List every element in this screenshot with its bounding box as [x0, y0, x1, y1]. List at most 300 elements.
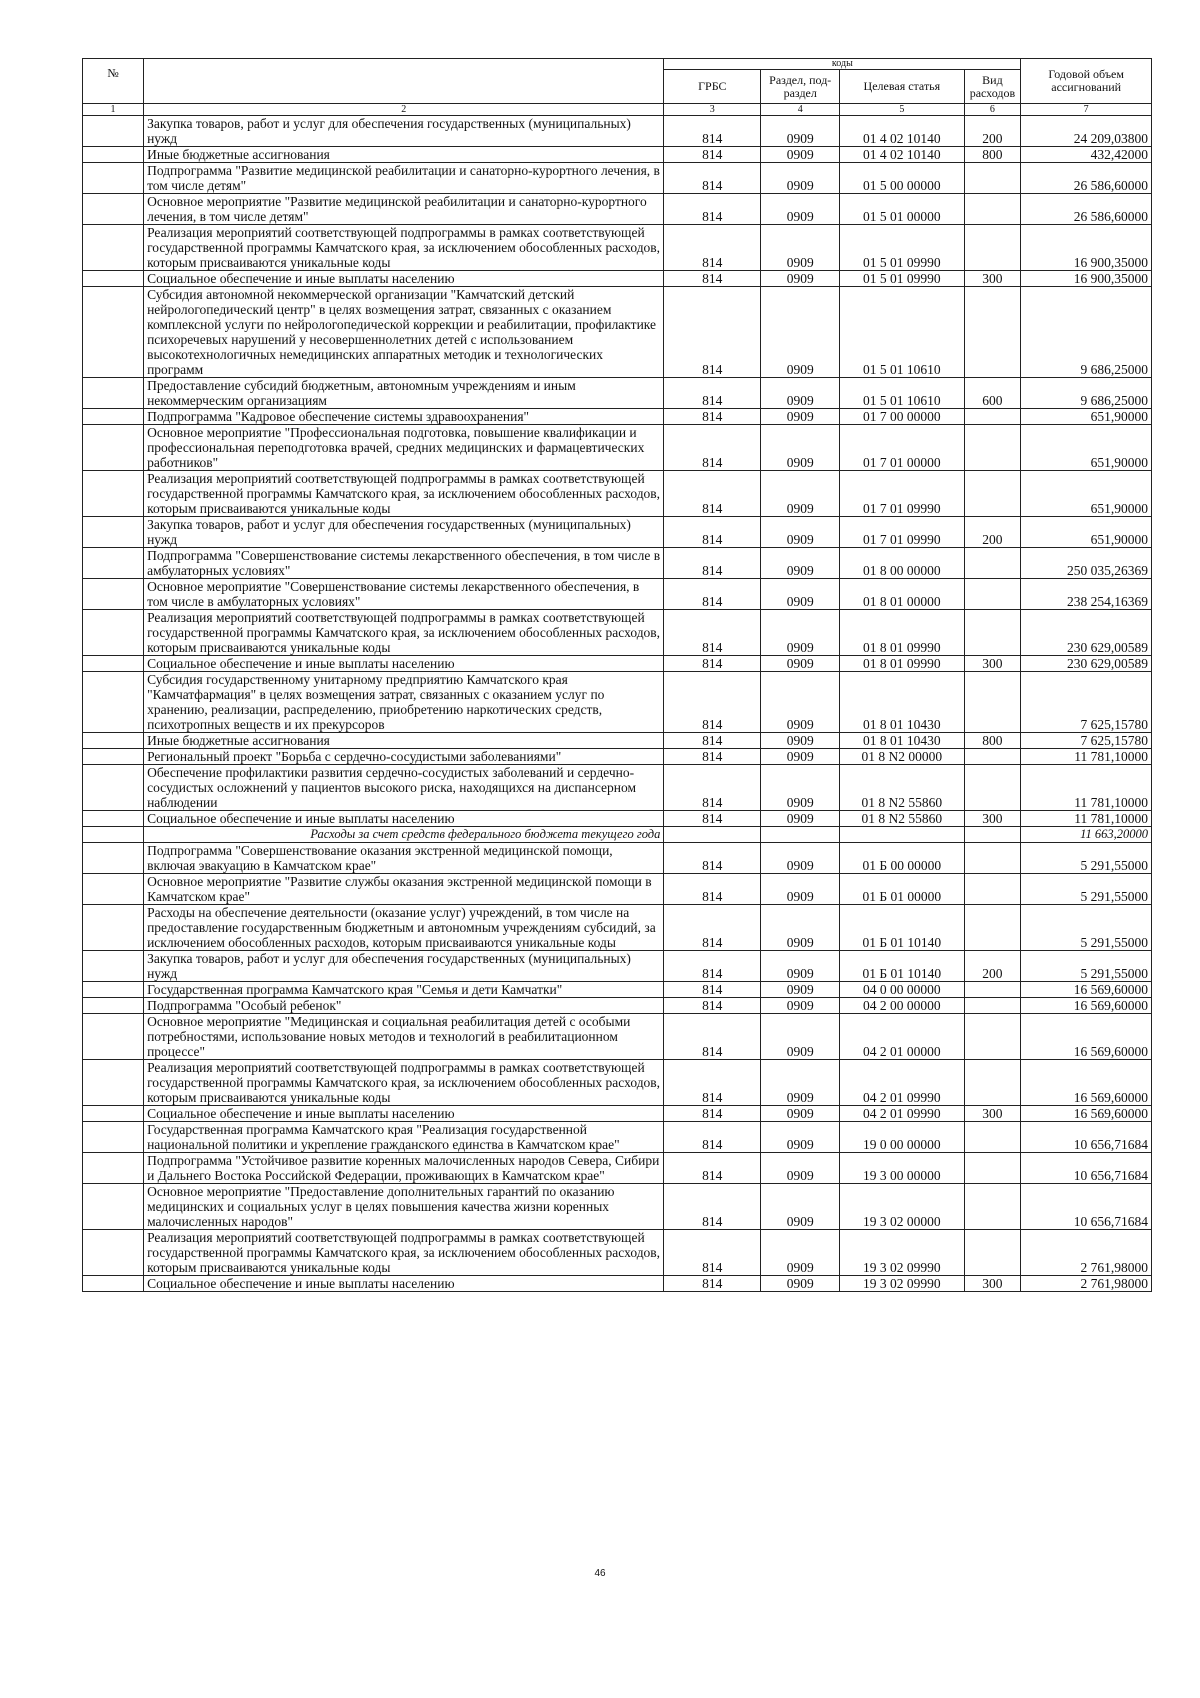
row-target-article-cell: 01 5 00 00000 — [840, 163, 964, 194]
row-grbs-cell: 814 — [664, 147, 761, 163]
row-razdel-cell: 0909 — [761, 116, 840, 147]
row-target-article-cell: 19 3 02 09990 — [840, 1276, 964, 1292]
row-razdel-cell: 0909 — [761, 1184, 840, 1230]
row-razdel-cell: 0909 — [761, 733, 840, 749]
row-amount-cell: 16 569,60000 — [1021, 998, 1152, 1014]
row-grbs-cell: 814 — [664, 811, 761, 827]
row-name-cell: Реализация мероприятий соответствующей подпрограммы в рамках соответствующей государственной программы Камчатского края, за исключением обособленных расходов, которым присваиваются уникальные коды — [144, 471, 664, 517]
row-grbs-cell: 814 — [664, 378, 761, 409]
row-amount-cell: 651,90000 — [1021, 425, 1152, 471]
row-name-cell: Субсидия государственному унитарному предприятию Камчатского края "Камчатфармация" в целях возмещения затрат, связанных с оказанием услуг по хранению, реализации, распределению, приобретению наркотических средств, психотропных веществ и их прекурсоров — [144, 672, 664, 733]
row-razdel-cell: 0909 — [761, 1153, 840, 1184]
row-amount-cell: 250 035,26369 — [1021, 548, 1152, 579]
row-expense-type-cell — [964, 548, 1021, 579]
row-razdel-cell: 0909 — [761, 1014, 840, 1060]
row-razdel-cell: 0909 — [761, 656, 840, 672]
row-name-cell: Основное мероприятие "Развитие медицинской реабилитации и санаторно-курортного лечения, в том числе детям" — [144, 194, 664, 225]
row-grbs-cell: 814 — [664, 163, 761, 194]
row-number-cell — [83, 517, 144, 548]
row-name-cell: Подпрограмма "Кадровое обеспечение системы здравоохранения" — [144, 409, 664, 425]
row-expense-type-cell — [964, 874, 1021, 905]
row-grbs-cell: 814 — [664, 765, 761, 811]
row-name-cell: Социальное обеспечение и иные выплаты населению — [144, 271, 664, 287]
row-target-article-cell: 01 8 N2 55860 — [840, 765, 964, 811]
table-body — [83, 116, 1152, 1292]
row-number-cell — [83, 998, 144, 1014]
row-razdel-cell: 0909 — [761, 517, 840, 548]
row-number-cell — [83, 749, 144, 765]
row-razdel-cell: 0909 — [761, 672, 840, 733]
row-amount-cell: 651,90000 — [1021, 517, 1152, 548]
row-razdel-cell: 0909 — [761, 194, 840, 225]
row-expense-type-cell: 300 — [964, 1276, 1021, 1292]
row-razdel-cell: 0909 — [761, 1276, 840, 1292]
row-amount-cell: 11 781,10000 — [1021, 765, 1152, 811]
row-expense-type-cell — [964, 409, 1021, 425]
row-target-article-cell: 04 2 00 00000 — [840, 998, 964, 1014]
table-row — [83, 749, 1152, 765]
row-expense-type-cell — [964, 982, 1021, 998]
row-amount-cell: 5 291,55000 — [1021, 843, 1152, 874]
row-target-article-cell: 01 8 01 10430 — [840, 733, 964, 749]
row-amount-cell: 238 254,16369 — [1021, 579, 1152, 610]
row-amount-cell: 2 761,98000 — [1021, 1230, 1152, 1276]
row-amount-cell: 2 761,98000 — [1021, 1276, 1152, 1292]
row-razdel-cell: 0909 — [761, 548, 840, 579]
row-amount-cell: 11 781,10000 — [1021, 811, 1152, 827]
row-expense-type-cell: 800 — [964, 147, 1021, 163]
row-amount-cell: 11 781,10000 — [1021, 749, 1152, 765]
row-name-cell: Социальное обеспечение и иные выплаты населению — [144, 1106, 664, 1122]
row-amount-cell: 26 586,60000 — [1021, 163, 1152, 194]
row-amount-cell: 651,90000 — [1021, 409, 1152, 425]
row-grbs-cell: 814 — [664, 409, 761, 425]
row-name-cell: Реализация мероприятий соответствующей подпрограммы в рамках соответствующей государственной программы Камчатского края, за исключением обособленных расходов, которым присваиваются уникальные коды — [144, 1060, 664, 1106]
page-number: 46 — [594, 1568, 606, 1579]
table-row — [83, 1106, 1152, 1122]
row-number-cell — [83, 147, 144, 163]
row-name-cell: Реализация мероприятий соответствующей подпрограммы в рамках соответствующей государственной программы Камчатского края, за исключением обособленных расходов, которым присваиваются уникальные коды — [144, 1230, 664, 1276]
row-target-article-cell: 01 5 01 09990 — [840, 225, 964, 271]
header-index: 2 — [144, 104, 664, 116]
row-amount-cell: 16 569,60000 — [1021, 1106, 1152, 1122]
row-name-cell: Основное мероприятие "Предоставление дополнительных гарантий по оказанию медицинских и социальных услуг в целях повышения качества жизни коренных малочисленных народов" — [144, 1184, 664, 1230]
row-expense-type-cell: 600 — [964, 378, 1021, 409]
row-razdel-cell: 0909 — [761, 843, 840, 874]
row-name-cell: Государственная программа Камчатского края "Семья и дети Камчатки" — [144, 982, 664, 998]
table-row — [83, 733, 1152, 749]
table-row — [83, 998, 1152, 1014]
row-name-cell: Реализация мероприятий соответствующей подпрограммы в рамках соответствующей государственной программы Камчатского края, за исключением обособленных расходов, которым присваиваются уникальные коды — [144, 225, 664, 271]
row-expense-type-cell — [964, 749, 1021, 765]
row-razdel-cell — [761, 827, 840, 843]
row-number-cell — [83, 163, 144, 194]
row-grbs-cell: 814 — [664, 1276, 761, 1292]
header-expense-type: Вид расходов — [964, 70, 1021, 104]
row-expense-type-cell — [964, 287, 1021, 378]
row-amount-cell: 16 569,60000 — [1021, 1060, 1152, 1106]
row-expense-type-cell — [964, 905, 1021, 951]
row-number-cell — [83, 1106, 144, 1122]
row-grbs-cell: 814 — [664, 982, 761, 998]
row-amount-cell: 5 291,55000 — [1021, 905, 1152, 951]
header-codes: коды — [664, 59, 1021, 70]
row-target-article-cell: 01 7 01 09990 — [840, 517, 964, 548]
row-number-cell — [83, 610, 144, 656]
row-razdel-cell: 0909 — [761, 579, 840, 610]
row-name-cell: Расходы за счет средств федерального бюджета текущего года — [144, 827, 664, 843]
row-razdel-cell: 0909 — [761, 409, 840, 425]
table-row — [83, 471, 1152, 517]
header-grbs: ГРБС — [664, 70, 761, 104]
table-row — [83, 1060, 1152, 1106]
row-grbs-cell: 814 — [664, 471, 761, 517]
row-razdel-cell: 0909 — [761, 1060, 840, 1106]
row-expense-type-cell — [964, 225, 1021, 271]
row-expense-type-cell: 300 — [964, 656, 1021, 672]
row-grbs-cell: 814 — [664, 843, 761, 874]
row-target-article-cell: 19 3 00 00000 — [840, 1153, 964, 1184]
table-row — [83, 287, 1152, 378]
row-target-article-cell: 01 5 01 10610 — [840, 378, 964, 409]
table-row — [83, 194, 1152, 225]
row-target-article-cell: 19 3 02 00000 — [840, 1184, 964, 1230]
row-number-cell — [83, 378, 144, 409]
row-amount-cell: 5 291,55000 — [1021, 874, 1152, 905]
row-target-article-cell: 01 8 01 00000 — [840, 579, 964, 610]
table-row — [83, 672, 1152, 733]
row-number-cell — [83, 811, 144, 827]
row-name-cell: Основное мероприятие "Медицинская и социальная реабилитация детей с особыми потребностями, использование новых методов и технологий в реабилитационном процессе" — [144, 1014, 664, 1060]
row-expense-type-cell: 200 — [964, 951, 1021, 982]
row-razdel-cell: 0909 — [761, 378, 840, 409]
header-number: № — [83, 59, 144, 104]
budget-table — [82, 58, 1152, 1292]
table-row — [83, 656, 1152, 672]
row-number-cell — [83, 843, 144, 874]
row-number-cell — [83, 1060, 144, 1106]
row-name-cell: Подпрограмма "Развитие медицинской реабилитации и санаторно-курортного лечения, в том числе детям" — [144, 163, 664, 194]
row-target-article-cell: 19 0 00 00000 — [840, 1122, 964, 1153]
row-expense-type-cell — [964, 163, 1021, 194]
row-number-cell — [83, 271, 144, 287]
header-index: 7 — [1021, 104, 1152, 116]
row-name-cell: Основное мероприятие "Развитие службы оказания экстренной медицинской помощи в Камчатском крае" — [144, 874, 664, 905]
row-expense-type-cell: 800 — [964, 733, 1021, 749]
row-amount-cell: 5 291,55000 — [1021, 951, 1152, 982]
table-row — [83, 1276, 1152, 1292]
row-expense-type-cell: 200 — [964, 517, 1021, 548]
row-grbs-cell: 814 — [664, 749, 761, 765]
row-grbs-cell: 814 — [664, 517, 761, 548]
table-row — [83, 1122, 1152, 1153]
row-grbs-cell: 814 — [664, 1153, 761, 1184]
row-razdel-cell: 0909 — [761, 1122, 840, 1153]
row-amount-cell: 24 209,03800 — [1021, 116, 1152, 147]
row-grbs-cell: 814 — [664, 1122, 761, 1153]
header-index: 5 — [840, 104, 964, 116]
table-row — [83, 225, 1152, 271]
row-target-article-cell — [840, 827, 964, 843]
row-name-cell: Закупка товаров, работ и услуг для обеспечения государственных (муниципальных) нужд — [144, 951, 664, 982]
row-amount-cell: 9 686,25000 — [1021, 378, 1152, 409]
row-grbs-cell: 814 — [664, 610, 761, 656]
row-number-cell — [83, 1276, 144, 1292]
row-expense-type-cell — [964, 843, 1021, 874]
row-amount-cell: 432,42000 — [1021, 147, 1152, 163]
row-expense-type-cell — [964, 1060, 1021, 1106]
row-target-article-cell: 01 Б 00 00000 — [840, 843, 964, 874]
row-amount-cell: 7 625,15780 — [1021, 672, 1152, 733]
row-grbs-cell: 814 — [664, 579, 761, 610]
row-target-article-cell: 01 5 01 00000 — [840, 194, 964, 225]
row-target-article-cell: 01 7 01 09990 — [840, 471, 964, 517]
table-row — [83, 951, 1152, 982]
row-razdel-cell: 0909 — [761, 765, 840, 811]
row-amount-cell: 10 656,71684 — [1021, 1153, 1152, 1184]
row-grbs-cell: 814 — [664, 1014, 761, 1060]
row-number-cell — [83, 116, 144, 147]
row-expense-type-cell — [964, 471, 1021, 517]
row-name-cell: Основное мероприятие "Совершенствование системы лекарственного обеспечения, в том числе в амбулаторных условиях" — [144, 579, 664, 610]
row-amount-cell: 230 629,00589 — [1021, 656, 1152, 672]
row-number-cell — [83, 733, 144, 749]
row-expense-type-cell: 300 — [964, 811, 1021, 827]
table-row — [83, 982, 1152, 998]
header-index: 4 — [761, 104, 840, 116]
row-grbs-cell: 814 — [664, 194, 761, 225]
row-target-article-cell: 01 Б 01 10140 — [840, 905, 964, 951]
table-row — [83, 517, 1152, 548]
row-target-article-cell: 04 2 01 09990 — [840, 1106, 964, 1122]
row-target-article-cell: 01 8 N2 55860 — [840, 811, 964, 827]
row-number-cell — [83, 1184, 144, 1230]
row-expense-type-cell — [964, 425, 1021, 471]
row-amount-cell: 16 900,35000 — [1021, 271, 1152, 287]
row-number-cell — [83, 1230, 144, 1276]
row-amount-cell: 230 629,00589 — [1021, 610, 1152, 656]
row-grbs-cell: 814 — [664, 1060, 761, 1106]
header-name — [144, 59, 664, 104]
row-name-cell: Реализация мероприятий соответствующей подпрограммы в рамках соответствующей государственной программы Камчатского края, за исключением обособленных расходов, которым присваиваются уникальные коды — [144, 610, 664, 656]
row-razdel-cell: 0909 — [761, 998, 840, 1014]
table-row — [83, 874, 1152, 905]
row-target-article-cell: 01 4 02 10140 — [840, 147, 964, 163]
row-name-cell: Предоставление субсидий бюджетным, автономным учреждениям и иным некоммерческим организациям — [144, 378, 664, 409]
table-row — [83, 765, 1152, 811]
row-target-article-cell: 01 5 01 10610 — [840, 287, 964, 378]
row-expense-type-cell — [964, 1184, 1021, 1230]
row-amount-cell: 16 569,60000 — [1021, 1014, 1152, 1060]
row-number-cell — [83, 409, 144, 425]
table-row — [83, 425, 1152, 471]
row-expense-type-cell — [964, 1153, 1021, 1184]
row-number-cell — [83, 982, 144, 998]
row-amount-cell: 16 569,60000 — [1021, 982, 1152, 998]
row-name-cell: Иные бюджетные ассигнования — [144, 733, 664, 749]
table-row — [83, 548, 1152, 579]
row-grbs-cell: 814 — [664, 656, 761, 672]
row-name-cell: Подпрограмма "Совершенствование оказания экстренной медицинской помощи, включая эвакуацию в Камчатском крае" — [144, 843, 664, 874]
table-header — [83, 59, 1152, 116]
row-target-article-cell: 01 7 01 00000 — [840, 425, 964, 471]
row-target-article-cell: 01 Б 01 00000 — [840, 874, 964, 905]
row-target-article-cell: 01 8 01 09990 — [840, 610, 964, 656]
row-name-cell: Социальное обеспечение и иные выплаты населению — [144, 811, 664, 827]
row-target-article-cell: 01 8 01 09990 — [840, 656, 964, 672]
row-grbs-cell: 814 — [664, 116, 761, 147]
row-grbs-cell: 814 — [664, 1106, 761, 1122]
table-row — [83, 610, 1152, 656]
row-number-cell — [83, 1122, 144, 1153]
row-name-cell: Подпрограмма "Совершенствование системы лекарственного обеспечения, в том числе в амбулаторных условиях" — [144, 548, 664, 579]
row-target-article-cell: 01 Б 01 10140 — [840, 951, 964, 982]
table-row — [83, 1230, 1152, 1276]
row-number-cell — [83, 827, 144, 843]
row-name-cell: Расходы на обеспечение деятельности (оказание услуг) учреждений, в том числе на предоставление государственным бюджетным и автономным учреждениям субсидий, за исключением обособленных расходов, которым присваиваются уникальные коды — [144, 905, 664, 951]
header-target-article: Целевая статья — [840, 70, 964, 104]
row-target-article-cell: 19 3 02 09990 — [840, 1230, 964, 1276]
row-number-cell — [83, 548, 144, 579]
header-razdel: Раздел, под-раздел — [761, 70, 840, 104]
row-number-cell — [83, 1153, 144, 1184]
row-name-cell: Социальное обеспечение и иные выплаты населению — [144, 656, 664, 672]
row-name-cell: Закупка товаров, работ и услуг для обеспечения государственных (муниципальных) нужд — [144, 116, 664, 147]
row-razdel-cell: 0909 — [761, 811, 840, 827]
table-row — [83, 163, 1152, 194]
row-expense-type-cell — [964, 1122, 1021, 1153]
row-target-article-cell: 01 8 01 10430 — [840, 672, 964, 733]
row-expense-type-cell: 300 — [964, 1106, 1021, 1122]
row-number-cell — [83, 874, 144, 905]
row-razdel-cell: 0909 — [761, 425, 840, 471]
row-grbs-cell: 814 — [664, 905, 761, 951]
row-expense-type-cell — [964, 998, 1021, 1014]
row-grbs-cell: 814 — [664, 287, 761, 378]
row-razdel-cell: 0909 — [761, 905, 840, 951]
row-number-cell — [83, 1014, 144, 1060]
row-expense-type-cell — [964, 827, 1021, 843]
row-expense-type-cell: 300 — [964, 271, 1021, 287]
row-target-article-cell: 01 7 00 00000 — [840, 409, 964, 425]
header-index-row — [83, 104, 1152, 116]
header-index: 6 — [964, 104, 1021, 116]
row-amount-cell: 7 625,15780 — [1021, 733, 1152, 749]
row-amount-cell: 26 586,60000 — [1021, 194, 1152, 225]
row-expense-type-cell — [964, 579, 1021, 610]
row-razdel-cell: 0909 — [761, 225, 840, 271]
row-grbs-cell: 814 — [664, 733, 761, 749]
table-row — [83, 579, 1152, 610]
row-grbs-cell: 814 — [664, 225, 761, 271]
row-amount-cell: 16 900,35000 — [1021, 225, 1152, 271]
row-expense-type-cell — [964, 610, 1021, 656]
row-name-cell: Обеспечение профилактики развития сердечно-сосудистых заболеваний и сердечно-сосудистых осложнений у пациентов высокого риска, находящихся на диспансерном наблюдении — [144, 765, 664, 811]
row-grbs-cell: 814 — [664, 998, 761, 1014]
table-row — [83, 147, 1152, 163]
row-name-cell: Подпрограмма "Особый ребенок" — [144, 998, 664, 1014]
row-number-cell — [83, 579, 144, 610]
row-target-article-cell: 01 4 02 10140 — [840, 116, 964, 147]
row-grbs-cell: 814 — [664, 874, 761, 905]
header-annual-volume: Годовой объем ассигнований — [1021, 59, 1152, 104]
row-number-cell — [83, 194, 144, 225]
table-row — [83, 811, 1152, 827]
row-number-cell — [83, 425, 144, 471]
row-target-article-cell: 04 0 00 00000 — [840, 982, 964, 998]
row-amount-cell: 651,90000 — [1021, 471, 1152, 517]
row-target-article-cell: 01 8 N2 00000 — [840, 749, 964, 765]
row-expense-type-cell — [964, 194, 1021, 225]
row-expense-type-cell — [964, 672, 1021, 733]
row-name-cell: Подпрограмма "Устойчивое развитие коренных малочисленных народов Севера, Сибири и Дальнего Востока Российской Федерации, проживающих в Камчатском крае" — [144, 1153, 664, 1184]
row-grbs-cell: 814 — [664, 1230, 761, 1276]
row-target-article-cell: 04 2 01 09990 — [840, 1060, 964, 1106]
row-number-cell — [83, 951, 144, 982]
table-row — [83, 1014, 1152, 1060]
header-index: 1 — [83, 104, 144, 116]
header-index: 3 — [664, 104, 761, 116]
row-name-cell: Социальное обеспечение и иные выплаты населению — [144, 1276, 664, 1292]
row-razdel-cell: 0909 — [761, 271, 840, 287]
row-name-cell: Закупка товаров, работ и услуг для обеспечения государственных (муниципальных) нужд — [144, 517, 664, 548]
table-row — [83, 378, 1152, 409]
row-amount-cell: 9 686,25000 — [1021, 287, 1152, 378]
row-expense-type-cell — [964, 1230, 1021, 1276]
row-razdel-cell: 0909 — [761, 163, 840, 194]
table-row — [83, 827, 1152, 843]
row-amount-cell: 11 663,20000 — [1021, 827, 1152, 843]
row-grbs-cell: 814 — [664, 1184, 761, 1230]
row-grbs-cell: 814 — [664, 425, 761, 471]
row-name-cell: Региональный проект "Борьба с сердечно-сосудистыми заболеваниями" — [144, 749, 664, 765]
row-number-cell — [83, 287, 144, 378]
row-target-article-cell: 01 8 00 00000 — [840, 548, 964, 579]
row-target-article-cell: 01 5 01 09990 — [840, 271, 964, 287]
row-number-cell — [83, 656, 144, 672]
row-grbs-cell — [664, 827, 761, 843]
row-name-cell: Основное мероприятие "Профессиональная подготовка, повышение квалификации и профессиональная переподготовка врачей, средних медицинских и фармацевтических работников" — [144, 425, 664, 471]
table-row — [83, 905, 1152, 951]
row-razdel-cell: 0909 — [761, 749, 840, 765]
row-amount-cell: 10 656,71684 — [1021, 1122, 1152, 1153]
row-name-cell: Государственная программа Камчатского края "Реализация государственной национальной политики и укрепление гражданского единства в Камчатском крае" — [144, 1122, 664, 1153]
row-razdel-cell: 0909 — [761, 287, 840, 378]
row-expense-type-cell — [964, 1014, 1021, 1060]
row-number-cell — [83, 225, 144, 271]
table-row — [83, 1153, 1152, 1184]
row-grbs-cell: 814 — [664, 951, 761, 982]
row-razdel-cell: 0909 — [761, 147, 840, 163]
row-number-cell — [83, 471, 144, 517]
row-amount-cell: 10 656,71684 — [1021, 1184, 1152, 1230]
row-number-cell — [83, 905, 144, 951]
table-row — [83, 116, 1152, 147]
row-razdel-cell: 0909 — [761, 1106, 840, 1122]
row-expense-type-cell — [964, 765, 1021, 811]
row-razdel-cell: 0909 — [761, 1230, 840, 1276]
row-grbs-cell: 814 — [664, 548, 761, 579]
row-razdel-cell: 0909 — [761, 982, 840, 998]
table-row — [83, 843, 1152, 874]
row-razdel-cell: 0909 — [761, 610, 840, 656]
row-expense-type-cell: 200 — [964, 116, 1021, 147]
row-name-cell: Иные бюджетные ассигнования — [144, 147, 664, 163]
row-target-article-cell: 04 2 01 00000 — [840, 1014, 964, 1060]
budget-table-sheet — [82, 58, 1152, 1292]
row-number-cell — [83, 765, 144, 811]
row-grbs-cell: 814 — [664, 672, 761, 733]
